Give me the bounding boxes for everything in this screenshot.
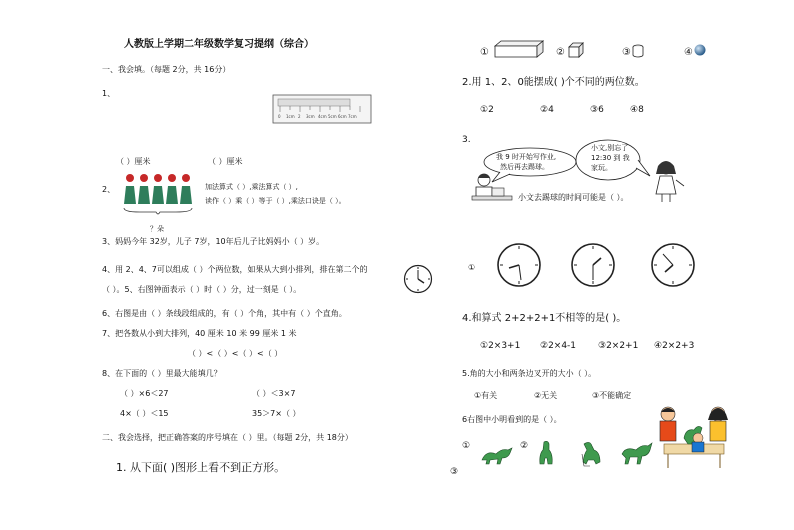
ruler-tick-label: 6cm xyxy=(338,114,347,119)
s2-q2-option: ③6 xyxy=(590,105,604,115)
q2-line1: 加法算式（ ）,乘法算式（ ）, xyxy=(205,183,298,191)
q8-a: （ ）×6＜27 xyxy=(120,389,169,398)
q1-number: 1、 xyxy=(102,89,116,98)
ruler-tick-label: 4cm xyxy=(318,114,327,119)
s2-q4-option: ①2×3+1 xyxy=(480,341,521,351)
q1-blank-a: （ ）厘米 xyxy=(116,157,151,166)
cuboid-icon xyxy=(494,40,544,58)
s2-q1-option: ② xyxy=(556,47,565,58)
s2-q5-option: ①有关 xyxy=(474,391,498,400)
s2-q1-text: 1. 从下面( )图形上看不到正方形。 xyxy=(116,461,286,474)
ruler-tick-label: 5cm xyxy=(328,114,337,119)
s2-q3-number: 3. xyxy=(462,135,471,145)
s2-q2-option: ①2 xyxy=(480,105,494,115)
bubble-right-line1: 小文,别忘了 xyxy=(591,144,629,152)
q8-c: 4×（ ）＜15 xyxy=(120,409,169,418)
q4-line1: 4、用 2、4、7可以组成（ ）个两位数，如果从大到小排列，排在第二个的 xyxy=(102,265,368,274)
q2-line2: 读作（ ）乘（ ）等于（ ）,乘法口诀是（ ）。 xyxy=(205,197,346,205)
clock-image xyxy=(403,264,433,294)
page-title: 人教版上学期二年级数学复习提纲（综合） xyxy=(124,39,314,50)
s2-q5-text: 5.角的大小和两条边叉开的大小（ ）。 xyxy=(462,369,597,378)
clock-option-2 xyxy=(570,242,616,288)
q7-blanks: （ ）<（ ）<（ ）<（ ） xyxy=(188,349,283,358)
q6-text: 6、右图是由（ ）条线段组成的，有（ ）个角，其中有（ ）个直角。 xyxy=(102,309,347,318)
s2-q6-text: 6右图中小明看到的是（ ）。 xyxy=(462,415,562,424)
q3-text: 3、妈妈今年 32岁，儿子 7岁，10年后儿子比妈妈小（ ）岁。 xyxy=(102,237,325,246)
children-dino-scene-image xyxy=(654,404,736,470)
section2-heading: 二、我会选择，把正确答案的序号填在（ ）里。（每题 2分，共 18分） xyxy=(102,433,353,442)
s2-q2-text: 2.用 1、2、0能摆成( )个不同的两位数。 xyxy=(462,77,645,88)
s2-q5-option: ②无关 xyxy=(534,391,558,400)
q2-number: 2、 xyxy=(102,185,116,194)
q8-b: （ ）＜3×7 xyxy=(252,389,296,398)
ruler-image xyxy=(272,94,372,124)
bubble-left-line2: 然后再去踢球。 xyxy=(500,163,549,171)
bubble-right-line2: 12:30 到 我 xyxy=(591,154,630,162)
q8-text: 8、在下面的（ ）里最大能填几？ xyxy=(102,369,222,378)
clock-option-mark: ① xyxy=(468,263,476,272)
q4-line2: （ ）。5、右图钟面表示（ ）时（ ）分，过一刻是（ ）。 xyxy=(102,285,302,294)
dino-option-4-icon xyxy=(618,440,654,466)
bubble-left-line1: 我 9 时开始写作业, xyxy=(496,153,557,161)
q1-blank-b: （ ）厘米 xyxy=(208,157,243,166)
s2-q5-option: ③不能确定 xyxy=(592,391,632,400)
s2-q6-option: ② xyxy=(520,441,529,451)
dino-option-3-icon xyxy=(580,440,604,466)
s2-q1-option: ③ xyxy=(622,47,631,58)
dino-option-1-icon xyxy=(480,444,514,466)
cube-icon xyxy=(568,42,584,58)
s2-q4-option: ②2×4-1 xyxy=(540,341,577,351)
q8-d: 35＞7×（ ） xyxy=(252,409,301,418)
clock-option-3 xyxy=(650,242,696,288)
s2-q6-option: ① xyxy=(462,441,471,451)
ruler-tick-label: 7cm xyxy=(348,114,357,119)
s2-q1-option: ④ xyxy=(684,47,693,58)
q7-text: 7、把各数从小到大排列，40 厘米 10 米 99 厘米 1 米 xyxy=(102,329,297,338)
s2-q4-text: 4.和算式 2+2+2+1不相等的是( )。 xyxy=(462,313,627,324)
flower-vases-image xyxy=(120,170,196,220)
s2-q2-option: ②4 xyxy=(540,105,554,115)
ruler-tick-label: 1cm xyxy=(286,114,295,119)
s2-q4-option: ③2×2+1 xyxy=(598,341,639,351)
section1-heading: 一、我会填。（每题 2分，共 16分） xyxy=(102,65,231,74)
ruler-tick-label: 3cm xyxy=(306,114,315,119)
sphere-icon xyxy=(694,44,706,56)
ruler-tick-label: 0 xyxy=(278,114,281,119)
cylinder-icon xyxy=(632,44,644,58)
s2-q2-option: ④8 xyxy=(630,105,644,115)
dino-option-2-icon xyxy=(538,440,554,466)
s2-q4-option: ④2×2+3 xyxy=(654,341,695,351)
ruler-tick-label: 2 xyxy=(298,114,301,119)
clock-option-1 xyxy=(496,242,542,288)
q2-caption: ？朵 xyxy=(150,225,164,233)
s2-q6-option: ③ xyxy=(450,467,459,477)
s2-q1-option: ① xyxy=(480,47,489,58)
s2-q3-question: 小文去踢球的时间可能是（ ）。 xyxy=(518,193,629,202)
bubble-right-line3: 家玩。 xyxy=(591,164,612,172)
